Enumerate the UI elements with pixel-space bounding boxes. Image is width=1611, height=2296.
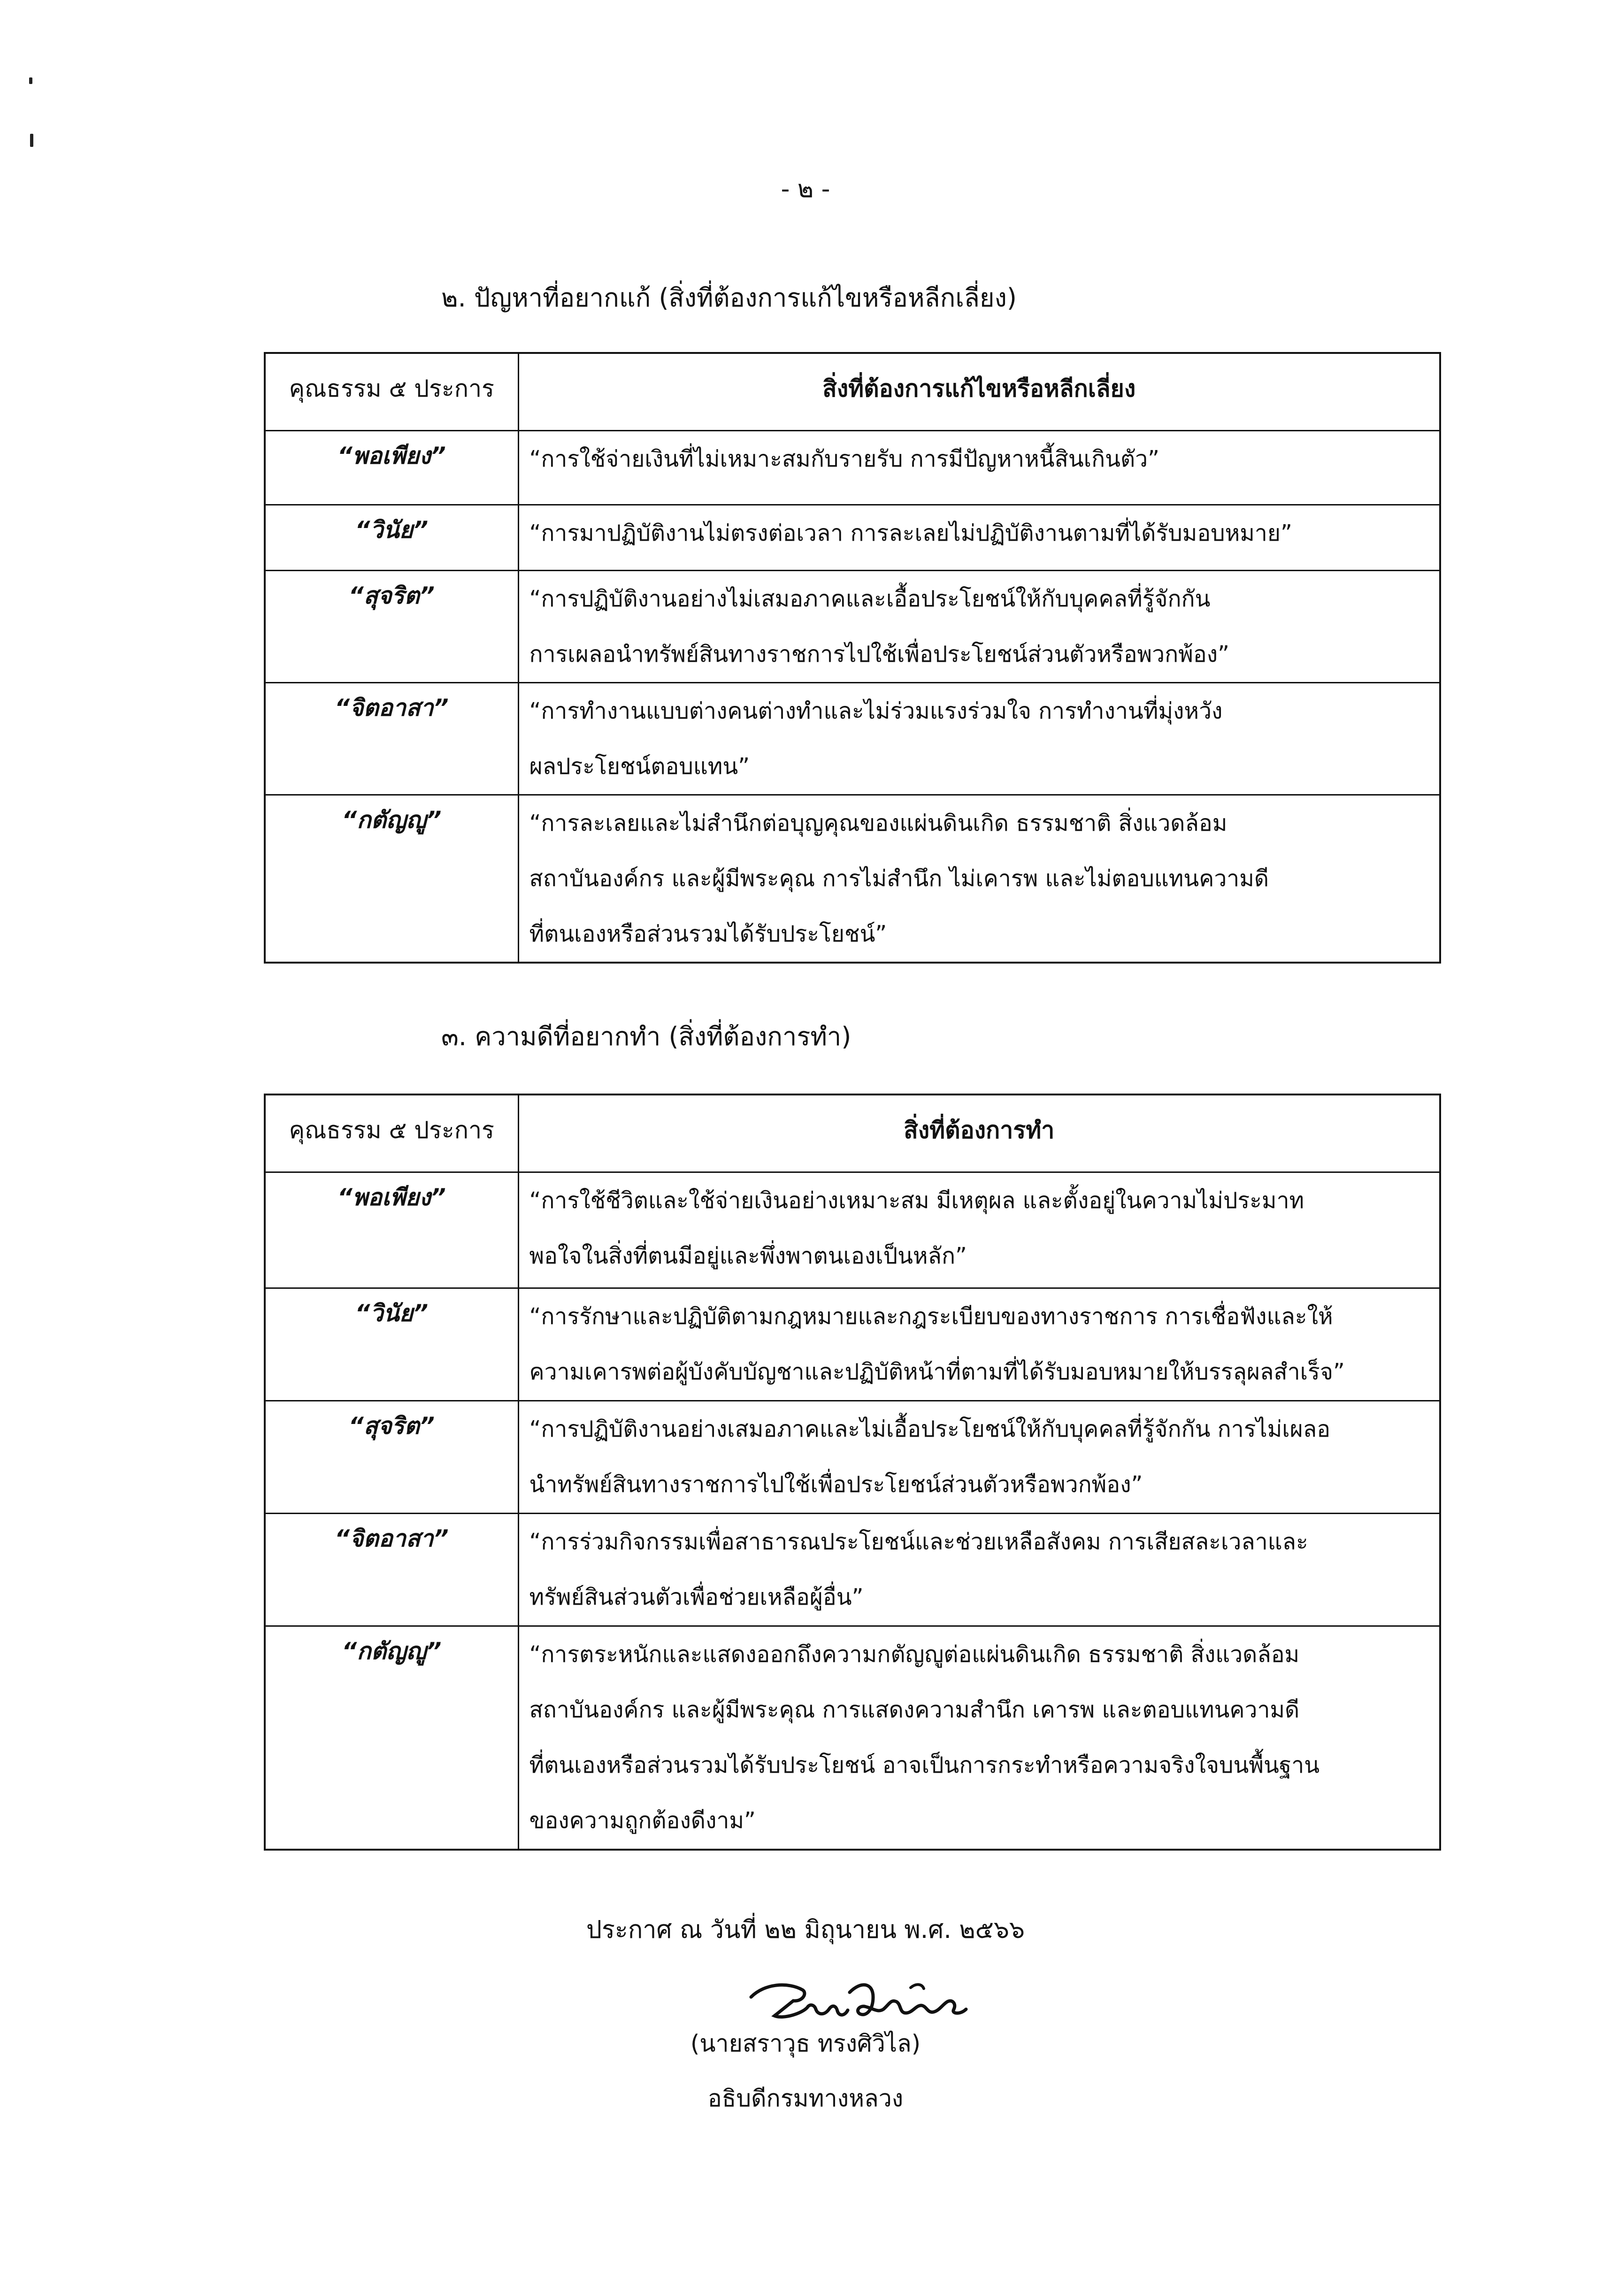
header-problems: สิ่งที่ต้องการแก้ไขหรือหลีกเลี่ยง [518, 353, 1440, 430]
table-row [265, 1172, 1440, 1288]
row-description: “การปฏิบัติงานอย่างไม่เสมอภาคและเอื้อประโยชน์ให้กับบุคคลที่รู้จักกัน การเผลอนำทรัพย์สินทางราชการไปใช้เพื่อประโยชน์ส่วนตัวหรือพวกพ้อง” [518, 570, 1440, 682]
table-row [265, 570, 1440, 682]
header-actions: สิ่งที่ต้องการทำ [518, 1094, 1440, 1172]
page-number: - ๒ - [781, 175, 830, 203]
virtue-label: “พอเพียง” [265, 1172, 518, 1288]
virtue-label: “วินัย” [265, 1288, 518, 1401]
table-row [265, 1513, 1440, 1626]
table-row [265, 1626, 1440, 1850]
virtue-label: “จิตอาสา” [265, 682, 518, 795]
virtue-label: “สุจริต” [265, 570, 518, 682]
signer-position: อธิบดีกรมทางหลวง [707, 2085, 904, 2112]
table-row [265, 505, 1440, 570]
virtue-label: “พอเพียง” [265, 430, 518, 505]
section-2-title: ๒. ปัญหาที่อยากแก้ (สิ่งที่ต้องการแก้ไขหรือหลีกเลี่ยง) [441, 283, 1017, 313]
virtue-label: “กตัญญู” [265, 1626, 518, 1850]
virtue-label: “กตัญญู” [265, 795, 518, 963]
section-3-title: ๓. ความดีที่อยากทำ (สิ่งที่ต้องการทำ) [441, 1022, 852, 1051]
signer-name: (นายสราวุธ ทรงศิวิไล) [690, 2030, 921, 2057]
row-description: “การรักษาและปฏิบัติตามกฎหมายและกฎระเบียบของทางราชการ การเชื่อฟังและให้ ความเคารพต่อผู้บังคับบัญชาและปฏิบัติหน้าที่ตามที่ได้รับมอบหมายให้บรรลุผลสำเร็จ” [518, 1288, 1440, 1401]
table-header-row [265, 353, 1440, 430]
good-deeds-table [264, 1094, 1441, 1851]
table-row [265, 795, 1440, 963]
row-description: “การใช้ชีวิตและใช้จ่ายเงินอย่างเหมาะสม มีเหตุผล และตั้งอยู่ในความไม่ประมาท พอใจในสิ่งที่ตนมีอยู่และพึ่งพาตนเองเป็นหลัก” [518, 1172, 1440, 1288]
row-description: “การละเลยและไม่สำนึกต่อบุญคุณของแผ่นดินเกิด ธรรมชาติ สิ่งแวดล้อม สถาบันองค์กร และผู้มีพระคุณ การไม่สำนึก ไม่เคารพ และไม่ตอบแทนความดี ที่ตนเองหรือส่วนรวมได้รับประโยชน์” [518, 795, 1440, 963]
virtue-label: “วินัย” [265, 505, 518, 570]
row-description: “การตระหนักและแสดงออกถึงความกตัญญูต่อแผ่นดินเกิด ธรรมชาติ สิ่งแวดล้อม สถาบันองค์กร และผู้มีพระคุณ การแสดงความสำนึก เคารพ และตอบแทนความดี ที่ตนเองหรือส่วนรวมได้รับประโยชน์ อาจเป็นการกระทำหรือความจริงใจบนพื้นฐาน ของความถูกต้องดีงาม” [518, 1626, 1440, 1850]
row-description: “การทำงานแบบต่างคนต่างทำและไม่ร่วมแรงร่วมใจ การทำงานที่มุ่งหวัง ผลประโยชน์ตอบแทน” [518, 682, 1440, 795]
announcement-date: ประกาศ ณ วันที่ ๒๒ มิถุนายน พ.ศ. ๒๕๖๖ [586, 1916, 1025, 1944]
problems-table [264, 352, 1441, 964]
row-description: “การมาปฏิบัติงานไม่ตรงต่อเวลา การละเลยไม่ปฏิบัติงานตามที่ได้รับมอบหมาย” [518, 505, 1440, 570]
table-row [265, 682, 1440, 795]
header-virtues: คุณธรรม ๕ ประการ [265, 353, 518, 430]
row-description: “การร่วมกิจกรรมเพื่อสาธารณประโยชน์และช่วยเหลือสังคม การเสียสละเวลาและ ทรัพย์สินส่วนตัวเพื่อช่วยเหลือผู้อื่น” [518, 1513, 1440, 1626]
table-row [265, 430, 1440, 505]
header-virtues: คุณธรรม ๕ ประการ [265, 1094, 518, 1172]
table-header-row [265, 1094, 1440, 1172]
virtue-label: “จิตอาสา” [265, 1513, 518, 1626]
virtue-label: “สุจริต” [265, 1401, 518, 1513]
row-description: “การใช้จ่ายเงินที่ไม่เหมาะสมกับรายรับ การมีปัญหาหนี้สินเกินตัว” [518, 430, 1440, 505]
row-description: “การปฏิบัติงานอย่างเสมอภาคและไม่เอื้อประโยชน์ให้กับบุคคลที่รู้จักกัน การไม่เผลอ นำทรัพย์สินทางราชการไปใช้เพื่อประโยชน์ส่วนตัวหรือพวกพ้อง” [518, 1401, 1440, 1513]
table-row [265, 1288, 1440, 1401]
table-row [265, 1401, 1440, 1513]
